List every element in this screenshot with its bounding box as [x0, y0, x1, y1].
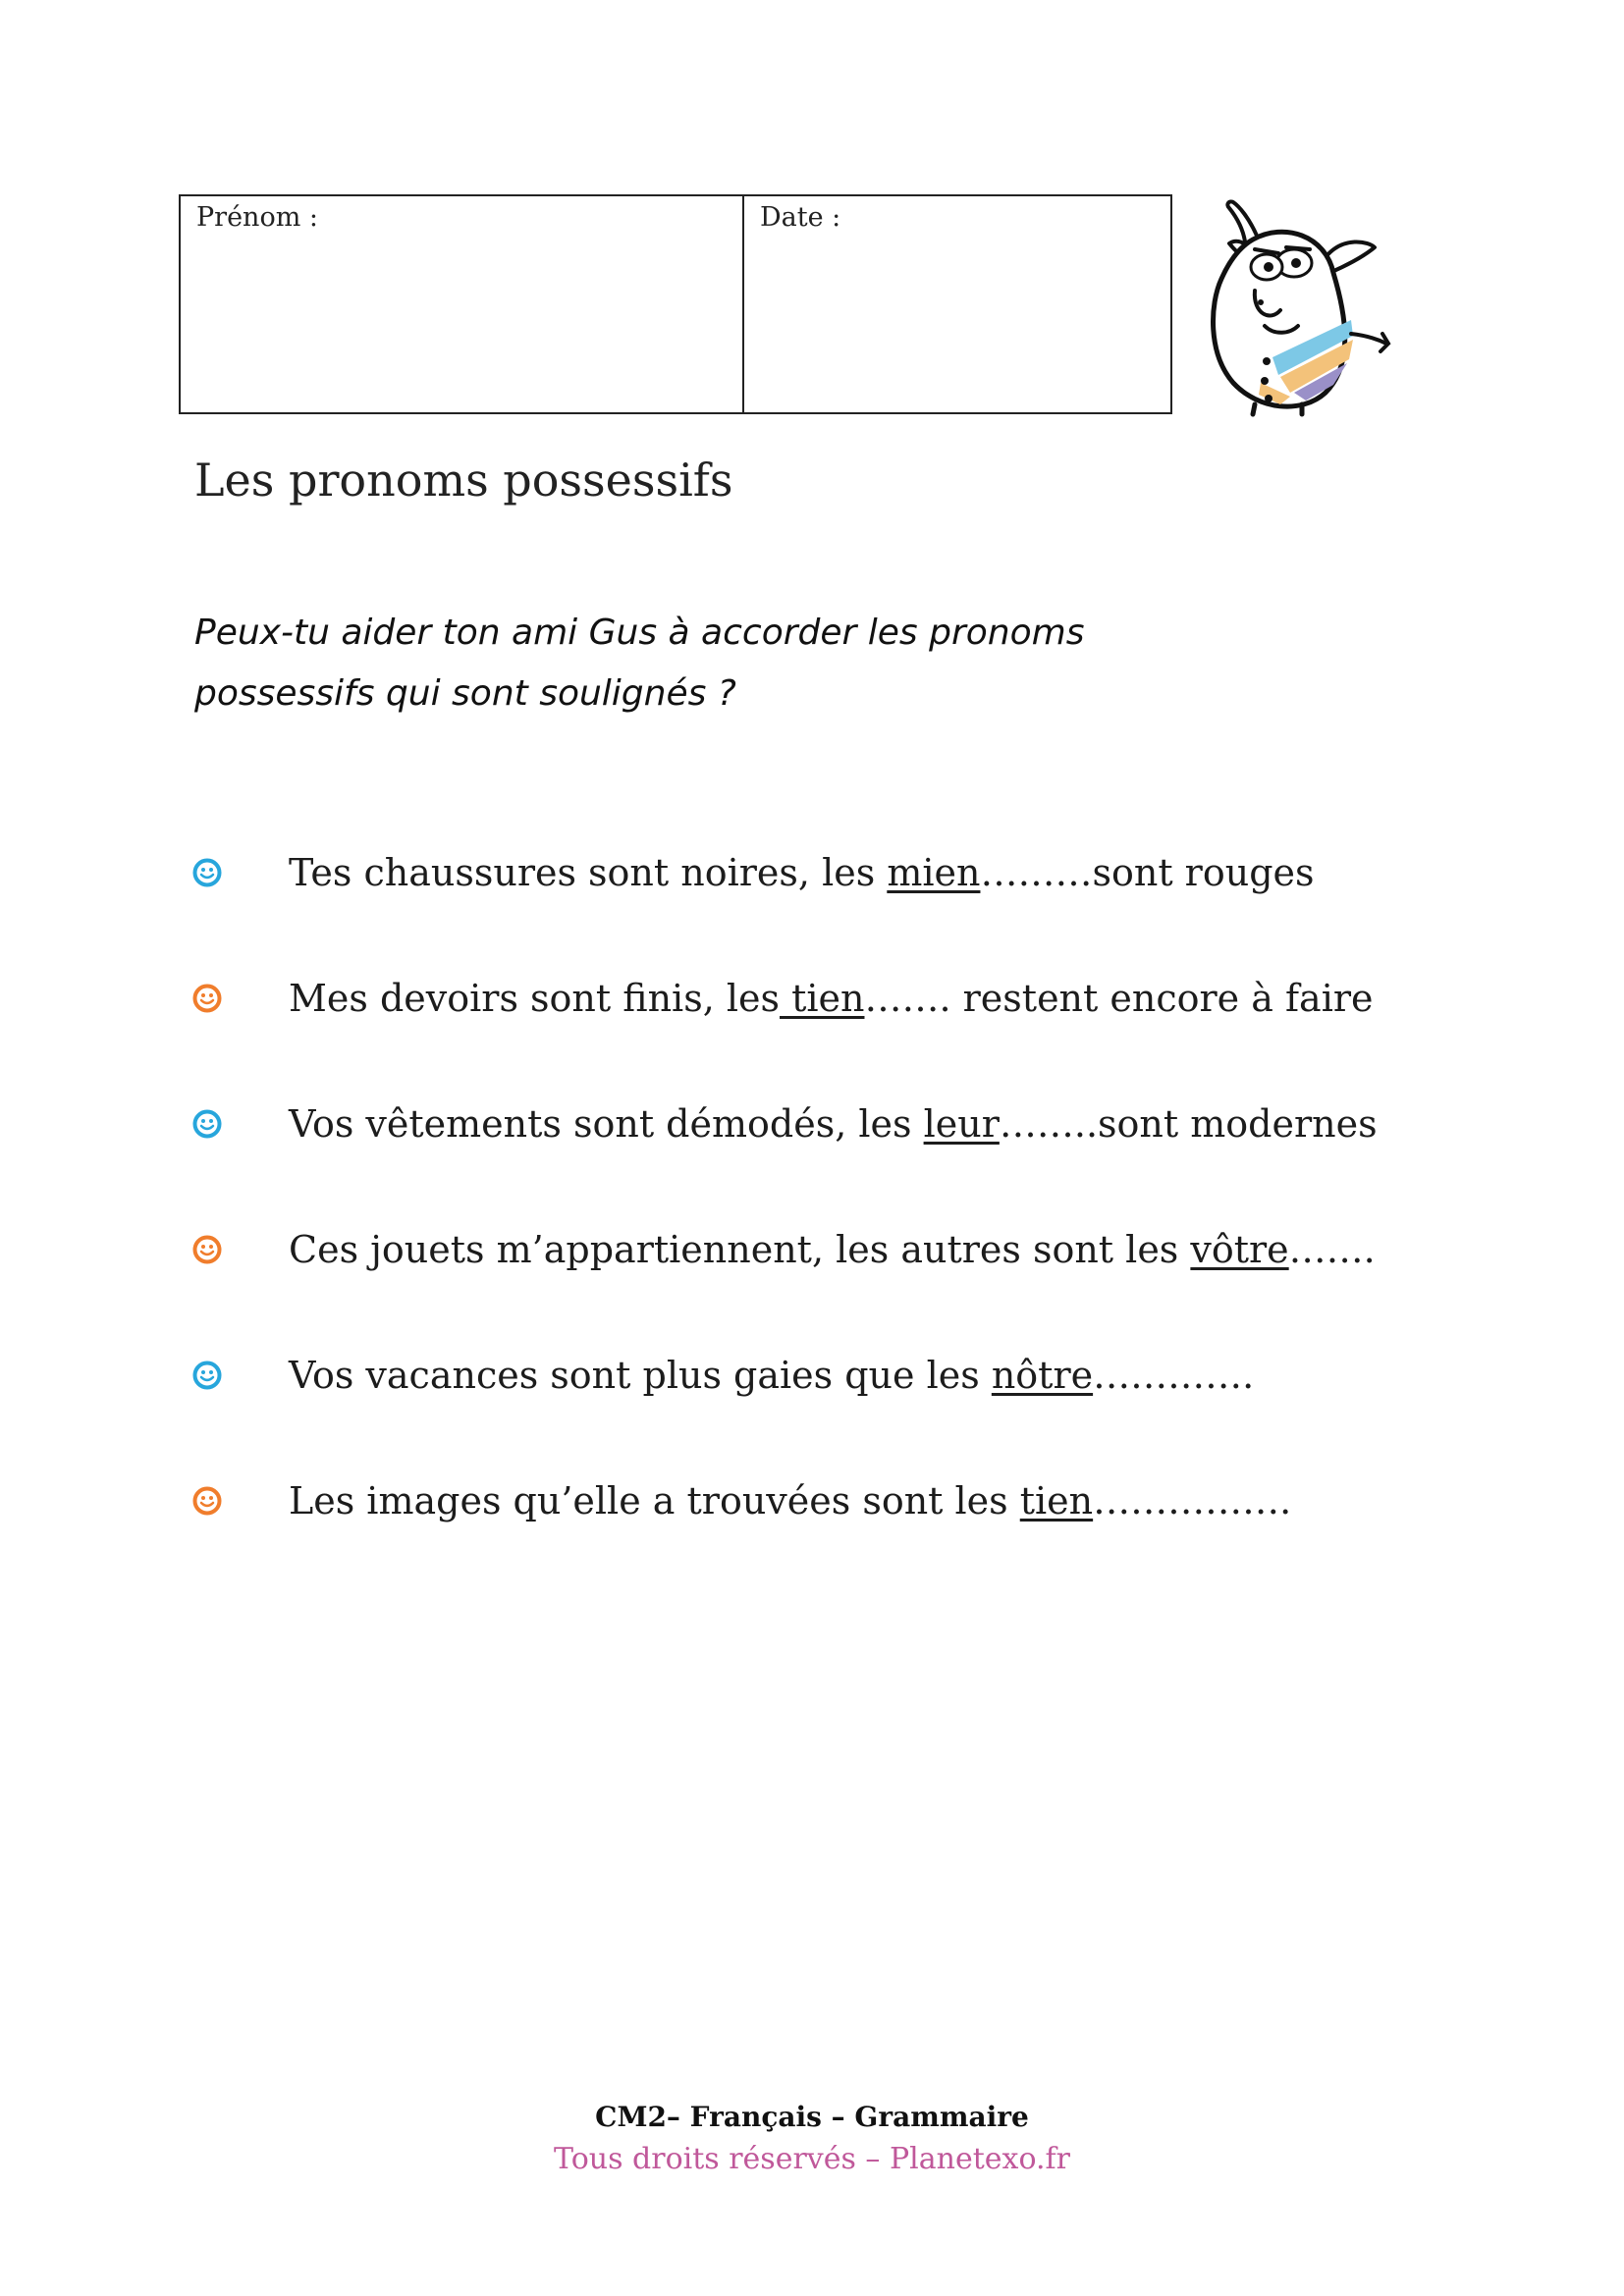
footer-subject: CM2– Français – Grammaire: [595, 2101, 1029, 2133]
worksheet-title: Les pronoms possessifs: [194, 454, 733, 507]
answer-blank[interactable]: …….: [1288, 1228, 1376, 1271]
answer-blank[interactable]: ………sont rouges: [980, 851, 1315, 894]
exercise-sentence: [289, 977, 1374, 1020]
underlined-pronoun: tien: [780, 977, 865, 1020]
smiley-icon: [192, 858, 222, 887]
underlined-pronoun: tien: [1019, 1479, 1094, 1522]
exercise-item: [192, 1474, 1291, 1527]
exercise-sentence: [289, 1228, 1376, 1271]
exercise-sentence: [289, 1479, 1291, 1522]
date-label: Date :: [760, 202, 841, 233]
sentence-text: Vos vêtements sont démodés, les: [289, 1102, 924, 1146]
answer-blank[interactable]: ………….: [1093, 1354, 1255, 1397]
sentence-text: Les images qu’elle a trouvées sont les: [289, 1479, 1020, 1522]
answer-blank[interactable]: …………….: [1093, 1479, 1292, 1522]
sentence-text: Vos vacances sont plus gaies que les: [289, 1354, 992, 1397]
exercise-sentence: [289, 851, 1315, 894]
name-date-table: [179, 194, 1172, 414]
answer-blank[interactable]: ……..sont modernes: [999, 1102, 1378, 1146]
smiley-icon: [192, 1109, 222, 1139]
sheep-mascot-icon: [1196, 196, 1412, 418]
footer-copyright: Tous droits réservés – Planetexo.fr: [554, 2142, 1070, 2176]
answer-blank[interactable]: ……. restent encore à faire: [864, 977, 1374, 1020]
sentence-text: Mes devoirs sont finis, les: [289, 977, 781, 1020]
underlined-pronoun: vôtre: [1190, 1228, 1289, 1271]
exercise-sentence: [289, 1102, 1378, 1146]
exercise-item: [192, 1223, 1376, 1276]
underlined-pronoun: nôtre: [991, 1354, 1094, 1397]
instruction-line-2: possessifs qui sont soulignés ?: [194, 673, 736, 714]
underlined-pronoun: mien: [887, 851, 981, 894]
instruction-line-1: Peux-tu aider ton ami Gus à accorder les pronoms: [194, 613, 1085, 653]
prenom-label: Prénom :: [196, 202, 318, 233]
exercise-sentence: [289, 1354, 1254, 1397]
date-cell[interactable]: [744, 196, 1170, 412]
exercise-item: [192, 972, 1374, 1025]
sentence-text: Tes chaussures sont noires, les: [289, 851, 888, 894]
smiley-icon: [192, 1486, 222, 1516]
smiley-icon: [192, 1235, 222, 1264]
sentence-text: Ces jouets m’appartiennent, les autres sont les: [289, 1228, 1191, 1271]
smiley-icon: [192, 984, 222, 1013]
exercise-item: [192, 1349, 1254, 1402]
exercise-item: [192, 1097, 1378, 1150]
underlined-pronoun: leur: [923, 1102, 1000, 1146]
smiley-icon: [192, 1361, 222, 1390]
instruction-text: [194, 603, 1353, 724]
exercise-item: [192, 846, 1315, 899]
prenom-cell[interactable]: [181, 196, 744, 412]
